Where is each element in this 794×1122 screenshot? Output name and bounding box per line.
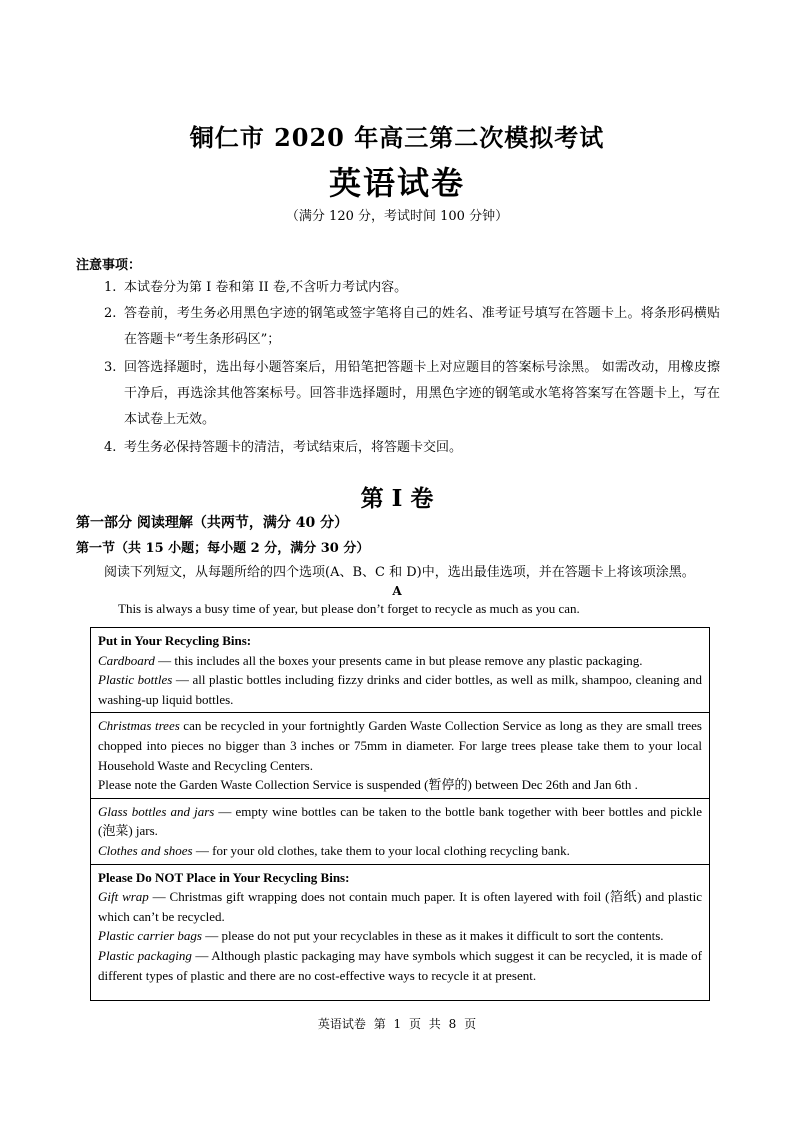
bags-term: Plastic carrier bags <box>98 928 202 944</box>
recycling-cell-not <box>91 865 709 989</box>
plastic-bottles-term: Plastic bottles <box>98 672 173 688</box>
gift-term: Gift wrap <box>98 889 149 905</box>
cardboard-text: — this includes all the boxes your presents came in but please remove any plastic packaging. <box>154 652 643 668</box>
recycling-cell-put <box>91 628 709 713</box>
notice-number: 2. <box>104 306 117 321</box>
glass-entry <box>98 802 702 841</box>
recycling-cell-trees <box>91 713 709 798</box>
exam-meta: （满分 120 分，考试时间 100 分钟） <box>285 209 509 224</box>
notice-item <box>104 435 720 461</box>
notice-item <box>104 301 720 353</box>
trees-note: Please note the Garden Waste Collection Service is suspended (暂停的) between Dec 26th and Jan 6th . <box>98 777 638 793</box>
subject-title: 英语试卷 <box>328 164 465 202</box>
trees-entry <box>98 716 702 775</box>
page-footer: 英语试卷 第 1 页 共 8 页 <box>317 1017 477 1031</box>
notice-number: 1. <box>104 280 117 295</box>
notice-number: 3. <box>104 360 117 375</box>
bags-text: — please do not put your recyclables in these as it makes it difficult to sort the contents. <box>202 928 664 944</box>
recycling-cell-glass <box>91 799 709 865</box>
notice-item <box>104 275 720 301</box>
clothes-entry <box>98 841 702 861</box>
bags-entry <box>98 926 702 946</box>
gift-text: — Christmas gift wrapping does not contain much paper. It is often layered with foil (箔纸) and plastic which can’t be recycled. <box>98 889 702 924</box>
plastic-bottles-text: — all plastic bottles including fizzy drinks and cider bottles, as well as milk, shampoo, cleaning and washing-up liquid bottles. <box>98 672 702 707</box>
packaging-text: — Although plastic packaging may have symbols which suggest it can be recycled, it is made of different types of plastic and there are no cost-effective ways to recycle it at present. <box>98 947 702 983</box>
notice-item <box>104 355 720 433</box>
notice-text: 回答选择题时，选出每小题答案后，用铅笔把答题卡上对应题目的答案标号涂黑。 如需改动，用橡皮擦干净后，再选涂其他答案标号。回答非选择题时，用黑色字迹的钢笔或水笔将答案写在答题卡上，写在本试卷上无效。 <box>124 360 720 427</box>
notice-text: 本试卷分为第 I 卷和第 II 卷,不含听力考试内容。 <box>124 280 408 295</box>
trees-term: Christmas trees <box>98 718 180 734</box>
passage-label: A <box>392 584 402 598</box>
exam-title: 铜仁市 2020 年高三第二次模拟考试 <box>189 123 605 152</box>
notice-text: 考生务必保持答题卡的清洁，考试结束后，将答题卡交回。 <box>124 440 463 455</box>
glass-term: Glass bottles and jars <box>98 803 215 819</box>
recycling-table <box>90 627 710 1001</box>
volume-title: 第 I 卷 <box>360 485 434 512</box>
glass-text: — empty wine bottles can be taken to the bottle bank together with beer bottles and pickle (泡菜) jars. <box>98 803 703 839</box>
passage-intro: This is always a busy time of year, but please don’t forget to recycle as much as you can. <box>118 601 580 616</box>
notice-number: 4. <box>104 440 117 455</box>
notice-text: 答卷前，考生务必用黑色字迹的钢笔或签字笔将自己的姓名、准考证号填写在答题卡上。将条形码横贴在答题卡“考生条形码区”； <box>124 306 720 347</box>
plastic-bottles-entry <box>98 670 702 709</box>
cardboard-entry <box>98 651 702 671</box>
not-heading: Please Do NOT Place in Your Recycling Bins: <box>98 869 350 885</box>
cardboard-term: Cardboard <box>98 652 155 668</box>
clothes-text: — for your old clothes, take them to your local clothing recycling bank. <box>192 842 570 858</box>
section-title: 第一节（共 15 小题；每小题 2 分，满分 30 分） <box>76 541 370 556</box>
packaging-entry <box>98 946 702 985</box>
trees-text: can be recycled in your fortnightly Garden Waste Collection Service as long as they are small trees chopped into pieces no bigger than 3 inches or 75mm in diameter. For large trees please take them to your local Household Waste and Recycling Centers. <box>98 718 702 773</box>
put-heading: Put in Your Recycling Bins: <box>98 633 252 648</box>
part-title: 第一部分 阅读理解（共两节，满分 40 分） <box>76 515 349 531</box>
clothes-term: Clothes and shoes <box>98 842 193 858</box>
instructions: 阅读下列短文，从每题所给的四个选项(A、B、C 和 D)中，选出最佳选项，并在答题卡上将该项涂黑。 <box>104 565 695 580</box>
notice-heading: 注意事项： <box>76 258 142 273</box>
packaging-term: Plastic packaging <box>98 947 192 963</box>
gift-entry <box>98 887 702 926</box>
